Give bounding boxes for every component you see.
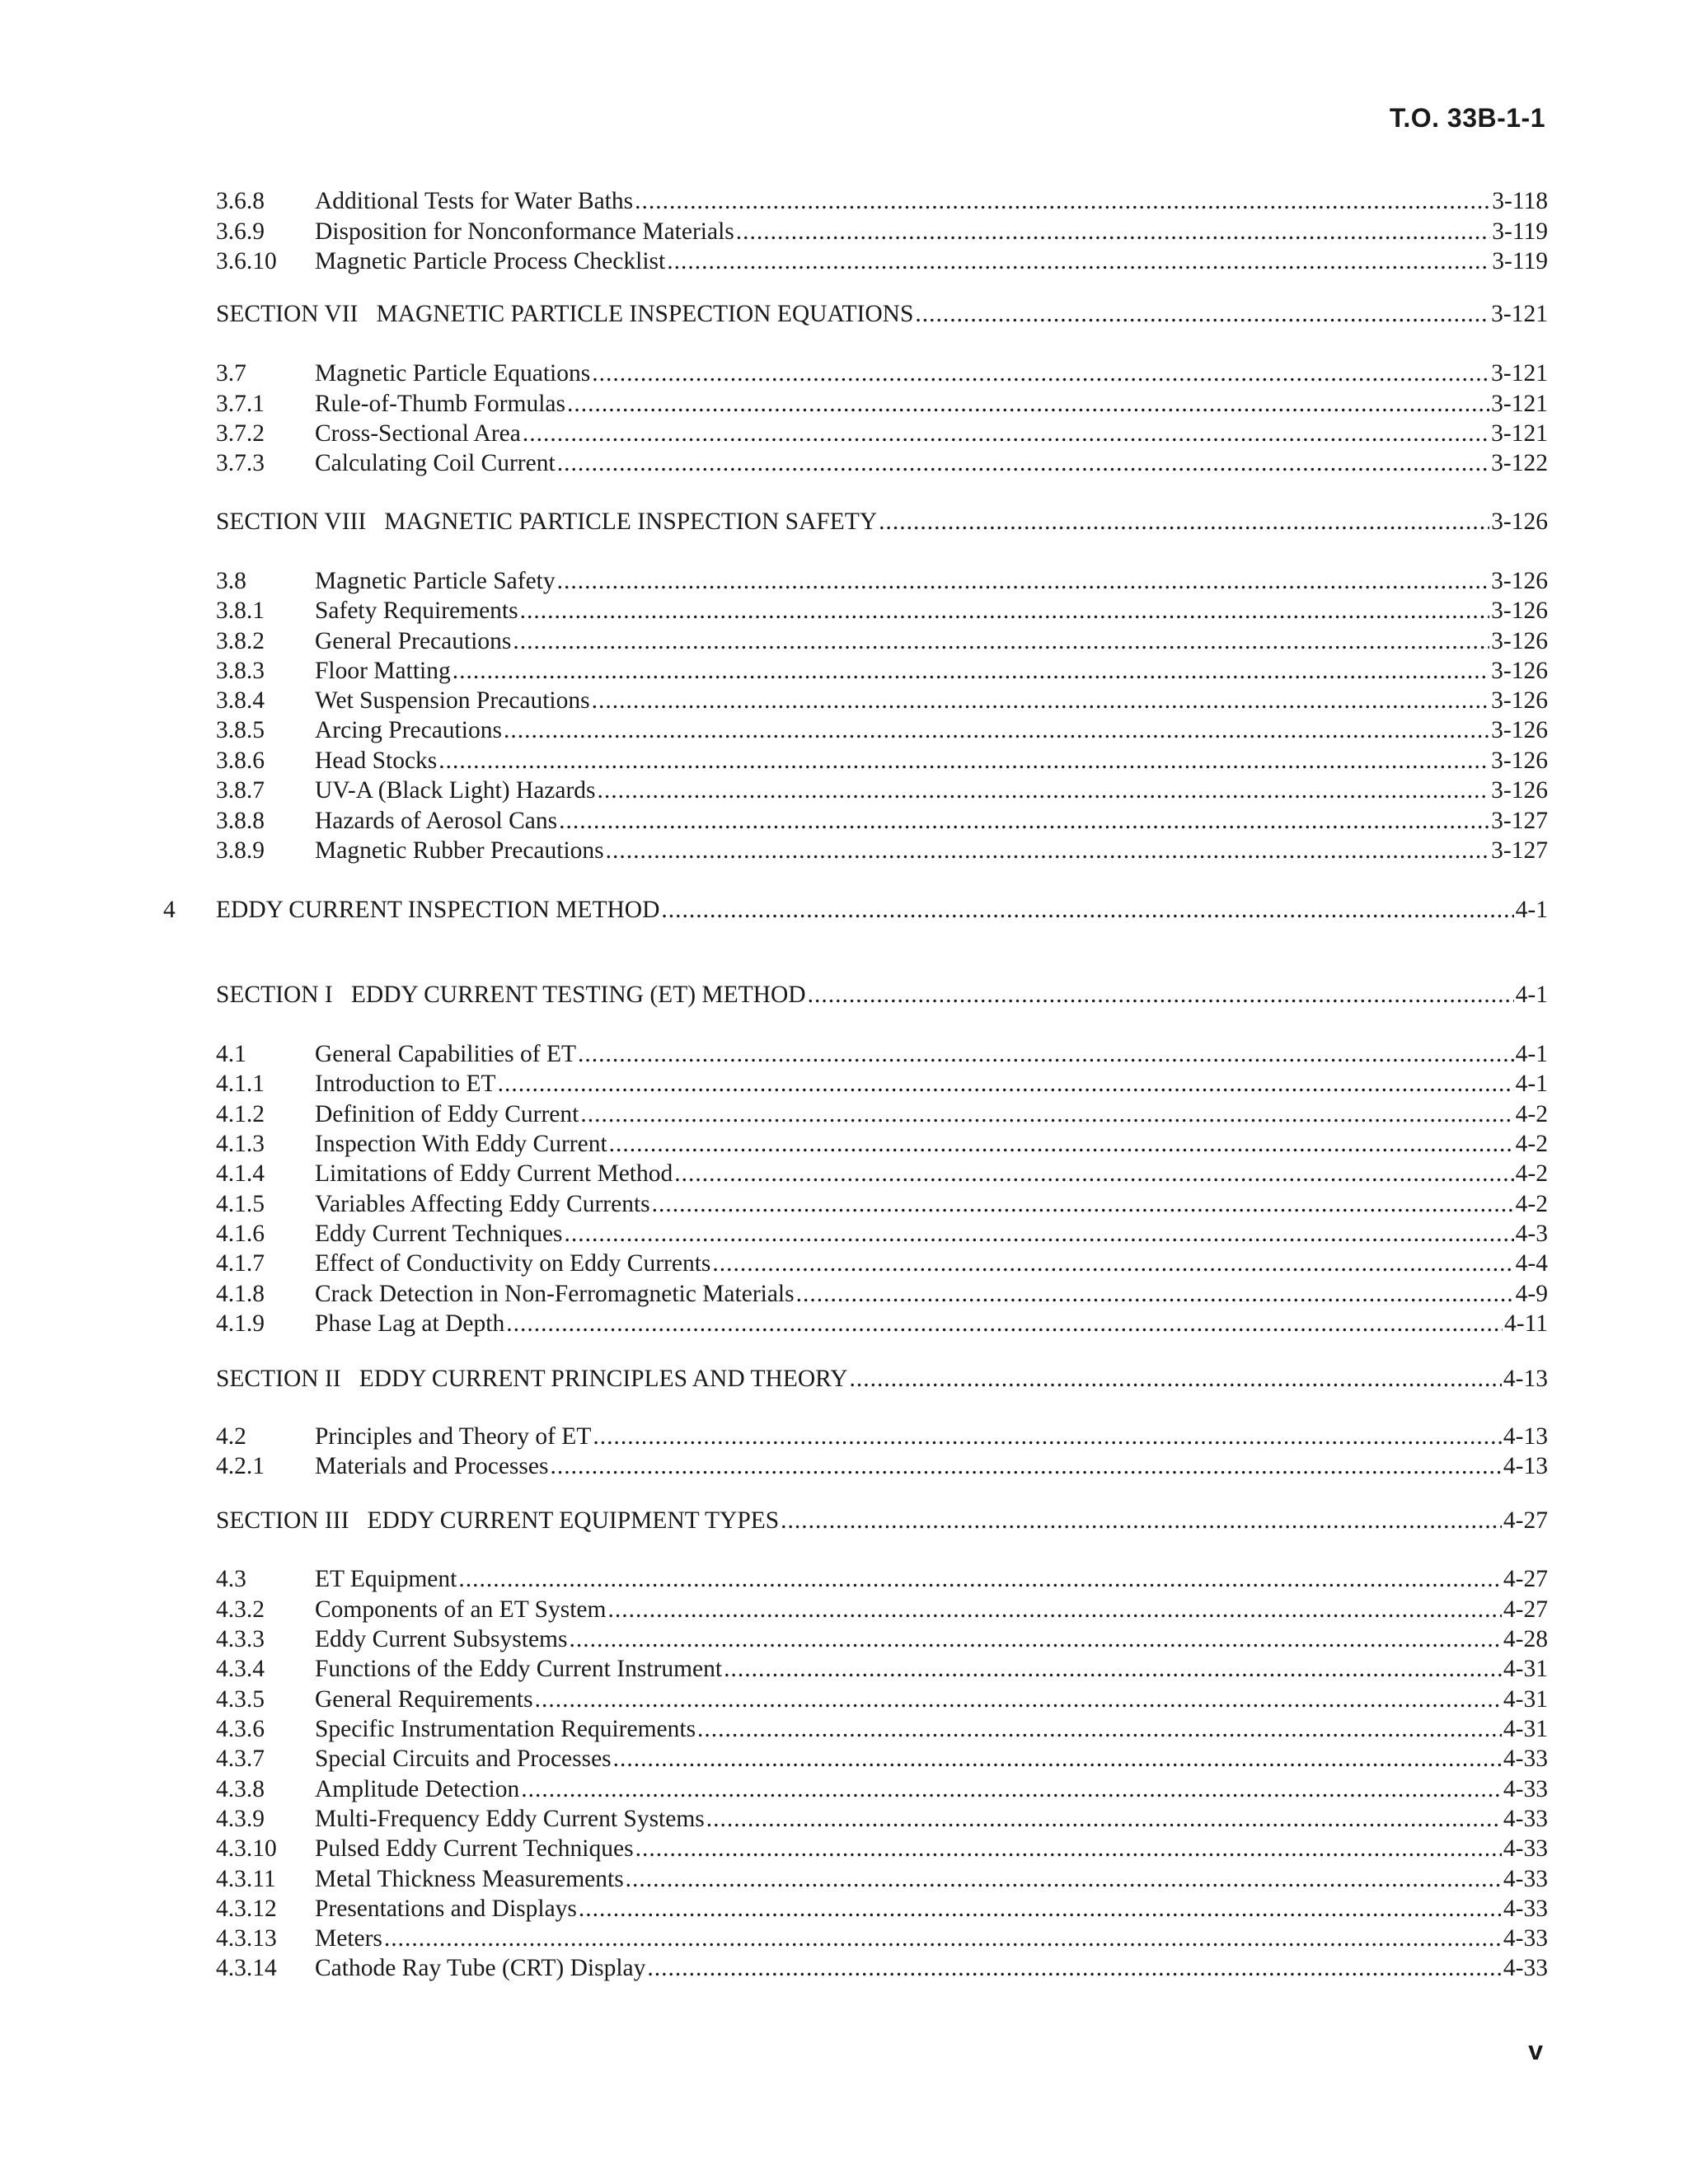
toc-heading[interactable] bbox=[216, 979, 1548, 1010]
toc-entry-page: 4-4 bbox=[1515, 1250, 1548, 1277]
dot-leader bbox=[579, 1893, 1502, 1924]
toc-entry-page: 3-126 bbox=[1491, 687, 1548, 714]
dot-leader bbox=[504, 715, 1489, 746]
dot-leader bbox=[498, 1068, 1514, 1099]
dot-leader bbox=[452, 655, 1489, 687]
dot-leader bbox=[606, 835, 1490, 866]
dot-leader bbox=[535, 1684, 1502, 1715]
toc-entry-page: 4-33 bbox=[1503, 1746, 1548, 1772]
toc-entry[interactable] bbox=[216, 1128, 1548, 1160]
toc-entry-number: 3.8.2 bbox=[216, 628, 265, 654]
toc-entry-number: 4.1 bbox=[216, 1041, 246, 1067]
toc-entry-page: 3-119 bbox=[1492, 248, 1548, 274]
toc-entry[interactable] bbox=[216, 1158, 1548, 1189]
toc-entry[interactable] bbox=[216, 1038, 1548, 1070]
toc-entry-page: 3-121 bbox=[1491, 301, 1548, 327]
toc-entry-title: Principles and Theory of ET bbox=[315, 1423, 592, 1450]
toc-entry-page: 3-126 bbox=[1491, 748, 1548, 774]
dot-leader bbox=[592, 685, 1490, 716]
toc-entry-number: 4.3.9 bbox=[216, 1806, 265, 1832]
toc-entry-number: 4.3.2 bbox=[216, 1596, 265, 1623]
dot-leader bbox=[567, 388, 1489, 419]
toc-entry-page: 4-9 bbox=[1515, 1281, 1548, 1307]
toc-entry[interactable] bbox=[216, 626, 1548, 657]
toc-entry-page: 3-126 bbox=[1491, 509, 1548, 535]
dot-leader bbox=[796, 1278, 1514, 1310]
toc-entry-page: 3-119 bbox=[1492, 218, 1548, 245]
toc-entry-number: 3.8.3 bbox=[216, 658, 265, 684]
toc-entry[interactable] bbox=[216, 1893, 1548, 1924]
toc-entry[interactable] bbox=[216, 1923, 1548, 1954]
toc-entry-page: 4-33 bbox=[1503, 1896, 1548, 1922]
toc-entry[interactable] bbox=[216, 1099, 1548, 1130]
toc-entry-title: EDDY CURRENT INSPECTION METHOD bbox=[216, 897, 660, 923]
toc-entry-number: 4.3.5 bbox=[216, 1686, 265, 1713]
toc-entry-number: 4.3.6 bbox=[216, 1716, 265, 1742]
toc-entry[interactable] bbox=[216, 388, 1548, 419]
toc-heading[interactable] bbox=[216, 298, 1548, 330]
toc-entry[interactable] bbox=[216, 595, 1548, 626]
dot-leader bbox=[384, 1923, 1502, 1954]
toc-entry-number: 4.1.3 bbox=[216, 1131, 265, 1157]
toc-entry-title: ET Equipment bbox=[315, 1566, 457, 1592]
toc-entry-title: Materials and Processes bbox=[315, 1453, 549, 1479]
dot-leader bbox=[647, 1952, 1502, 1984]
toc-entry-title: General Requirements bbox=[315, 1686, 533, 1713]
toc-entry-page: 3-126 bbox=[1491, 568, 1548, 594]
toc-entry-page: 4-27 bbox=[1503, 1566, 1548, 1592]
dot-leader bbox=[513, 626, 1489, 657]
toc-entry-number: 4.3.3 bbox=[216, 1626, 265, 1652]
dot-leader bbox=[712, 1248, 1513, 1279]
toc-entry[interactable] bbox=[216, 685, 1548, 716]
toc-entry-title: Effect of Conductivity on Eddy Currents bbox=[315, 1250, 711, 1277]
toc-entry-number: 3.8.1 bbox=[216, 598, 265, 624]
toc-entry-number: 3.8 bbox=[216, 568, 246, 594]
toc-entry-page: 4-33 bbox=[1503, 1925, 1548, 1952]
toc-entry-number: 3.7.3 bbox=[216, 450, 265, 476]
dot-leader bbox=[607, 1594, 1501, 1625]
dot-leader bbox=[915, 298, 1489, 330]
dot-leader bbox=[724, 1653, 1502, 1685]
toc-entry-number: 3.6.8 bbox=[216, 188, 265, 214]
toc-entry-title: Cross-Sectional Area bbox=[315, 420, 521, 447]
toc-entry[interactable] bbox=[216, 185, 1548, 217]
toc-entry-number: 4.1.6 bbox=[216, 1221, 265, 1247]
toc-entry-page: 3-121 bbox=[1491, 391, 1548, 417]
toc-entry-title: Functions of the Eddy Current Instrument bbox=[315, 1656, 723, 1682]
toc-entry-page: 3-122 bbox=[1491, 450, 1548, 476]
toc-entry-number: 4.1.5 bbox=[216, 1191, 265, 1217]
toc-entry[interactable] bbox=[216, 1218, 1548, 1249]
toc-entry-title: Safety Requirements bbox=[315, 598, 518, 624]
toc-entry-title: Inspection With Eddy Current bbox=[315, 1131, 607, 1157]
toc-entry-title: Special Circuits and Processes bbox=[315, 1746, 612, 1772]
dot-leader bbox=[523, 418, 1489, 449]
toc-entry-title: Variables Affecting Eddy Currents bbox=[315, 1191, 650, 1217]
document-id-header: T.O. 33B-1-1 bbox=[1389, 103, 1545, 133]
dot-leader bbox=[781, 1505, 1502, 1536]
toc-entry-page: 3-121 bbox=[1491, 420, 1548, 447]
toc-entry-page: 4-33 bbox=[1503, 1955, 1548, 1981]
dot-leader bbox=[506, 1308, 1503, 1339]
toc-entry-page: 3-121 bbox=[1491, 360, 1548, 387]
toc-entry-page: 3-118 bbox=[1492, 188, 1548, 214]
toc-entry[interactable] bbox=[216, 216, 1548, 247]
toc-entry[interactable] bbox=[216, 1863, 1548, 1895]
dot-leader bbox=[438, 745, 1489, 776]
toc-entry-title: Definition of Eddy Current bbox=[315, 1101, 579, 1127]
dot-leader bbox=[593, 1421, 1502, 1452]
toc-entry-title: Specific Instrumentation Requirements bbox=[315, 1716, 696, 1742]
dot-leader bbox=[706, 1803, 1502, 1835]
toc-entry-page: 3-126 bbox=[1491, 628, 1548, 654]
toc-entry-number: 4 bbox=[163, 897, 176, 923]
toc-entry-page: 4-2 bbox=[1515, 1191, 1548, 1217]
toc-entry[interactable] bbox=[216, 1451, 1548, 1482]
toc-entry-number: 4.2.1 bbox=[216, 1453, 265, 1479]
toc-entry-page: 4-33 bbox=[1503, 1776, 1548, 1802]
dot-leader bbox=[578, 1038, 1514, 1070]
toc-entry[interactable] bbox=[216, 565, 1548, 597]
toc-entry-number: 3.7.1 bbox=[216, 391, 265, 417]
toc-entry-title: Crack Detection in Non-Ferromagnetic Materials bbox=[315, 1281, 795, 1307]
toc-entry-title: Rule-of-Thumb Formulas bbox=[315, 391, 565, 417]
toc-entry-number: 4.3.10 bbox=[216, 1835, 277, 1862]
toc-entry-title: Eddy Current Subsystems bbox=[315, 1626, 568, 1652]
toc-entry[interactable] bbox=[216, 1068, 1548, 1099]
dot-leader bbox=[736, 216, 1491, 247]
toc-entry[interactable] bbox=[216, 1188, 1548, 1220]
toc-entry-title: General Precautions bbox=[315, 628, 512, 654]
dot-leader bbox=[557, 448, 1489, 479]
toc-entry-title: Components of an ET System bbox=[315, 1596, 607, 1623]
dot-leader bbox=[667, 246, 1490, 277]
toc-entry-number: 4.1.4 bbox=[216, 1160, 265, 1187]
toc-heading[interactable] bbox=[216, 1505, 1548, 1536]
toc-entry-number: 3.8.6 bbox=[216, 748, 265, 774]
toc-entry-page: 4-1 bbox=[1515, 1071, 1548, 1097]
toc-entry-title: Metal Thickness Measurements bbox=[315, 1866, 624, 1892]
toc-entry-title: SECTION I EDDY CURRENT TESTING (ET) METHOD bbox=[216, 982, 806, 1008]
dot-leader bbox=[569, 1624, 1501, 1655]
toc-entry-number: 4.3.8 bbox=[216, 1776, 265, 1802]
toc-entry-title: Amplitude Detection bbox=[315, 1776, 520, 1802]
toc-entry-title: Wet Suspension Precautions bbox=[315, 687, 590, 714]
toc-heading[interactable] bbox=[216, 506, 1548, 537]
toc-entry[interactable] bbox=[216, 1743, 1548, 1774]
toc-entry-number: 4.3.11 bbox=[216, 1866, 276, 1892]
toc-entry-number: 3.8.5 bbox=[216, 717, 265, 743]
toc-entry[interactable] bbox=[216, 1594, 1548, 1625]
toc-entry-title: Head Stocks bbox=[315, 748, 438, 774]
toc-entry-number: 3.7 bbox=[216, 360, 246, 387]
toc-entry-page: 3-127 bbox=[1491, 837, 1548, 864]
dot-leader bbox=[635, 1833, 1502, 1864]
toc-entry-page: 4-13 bbox=[1503, 1366, 1548, 1392]
toc-entry-title: Limitations of Eddy Current Method bbox=[315, 1160, 673, 1187]
toc-entry-page: 4-1 bbox=[1515, 897, 1548, 923]
toc-entry[interactable] bbox=[216, 1278, 1548, 1310]
toc-entry-number: 4.2 bbox=[216, 1423, 246, 1450]
toc-entry-page: 4-13 bbox=[1503, 1423, 1548, 1450]
toc-entry[interactable] bbox=[216, 448, 1548, 479]
toc-entry[interactable] bbox=[216, 1653, 1548, 1685]
toc-entry[interactable] bbox=[216, 358, 1548, 389]
toc-entry-page: 4-31 bbox=[1503, 1656, 1548, 1682]
toc-entry-title: General Capabilities of ET bbox=[315, 1041, 577, 1067]
dot-leader bbox=[626, 1863, 1502, 1895]
toc-entry-title: Eddy Current Techniques bbox=[315, 1221, 563, 1247]
toc-entry[interactable] bbox=[216, 1308, 1548, 1339]
toc-entry[interactable] bbox=[216, 1421, 1548, 1452]
toc-entry-title: Arcing Precautions bbox=[315, 717, 502, 743]
dot-leader bbox=[652, 1188, 1514, 1220]
dot-leader bbox=[520, 595, 1490, 626]
toc-entry[interactable] bbox=[216, 1833, 1548, 1864]
toc-entry[interactable] bbox=[216, 775, 1548, 806]
dot-leader bbox=[613, 1743, 1502, 1774]
toc-entry-number: 3.8.9 bbox=[216, 837, 265, 864]
toc-entry-page: 3-127 bbox=[1491, 808, 1548, 834]
toc-entry-page: 3-126 bbox=[1491, 658, 1548, 684]
toc-entry-page: 4-1 bbox=[1515, 1041, 1548, 1067]
dot-leader bbox=[661, 894, 1513, 926]
toc-entry-title: Floor Matting bbox=[315, 658, 451, 684]
toc-entry-title: Introduction to ET bbox=[315, 1071, 496, 1097]
toc-entry-page: 3-126 bbox=[1491, 717, 1548, 743]
toc-entry-number: 3.8.7 bbox=[216, 777, 265, 804]
toc-entry[interactable] bbox=[216, 1684, 1548, 1715]
toc-entry-page: 4-27 bbox=[1503, 1507, 1548, 1534]
toc-entry-title: Additional Tests for Water Baths bbox=[315, 188, 634, 214]
toc-entry-number: 4.1.9 bbox=[216, 1310, 265, 1337]
toc-entry-page: 3-126 bbox=[1491, 598, 1548, 624]
toc-entry-page: 4-31 bbox=[1503, 1686, 1548, 1713]
toc-entry-title: Meters bbox=[315, 1925, 382, 1952]
toc-entry-page: 4-27 bbox=[1503, 1596, 1548, 1623]
toc-entry-page: 4-13 bbox=[1503, 1453, 1548, 1479]
toc-entry-title: Pulsed Eddy Current Techniques bbox=[315, 1835, 634, 1862]
dot-leader bbox=[850, 1363, 1502, 1394]
toc-entry-title: Magnetic Rubber Precautions bbox=[315, 837, 604, 864]
toc-entry[interactable] bbox=[216, 715, 1548, 746]
toc-entry[interactable] bbox=[216, 1248, 1548, 1279]
toc-entry-title: Magnetic Particle Process Checklist bbox=[315, 248, 666, 274]
toc-entry[interactable] bbox=[216, 655, 1548, 687]
toc-entry-page: 4-33 bbox=[1503, 1806, 1548, 1832]
dot-leader bbox=[565, 1218, 1514, 1249]
dot-leader bbox=[697, 1713, 1502, 1745]
toc-entry[interactable] bbox=[216, 1952, 1548, 1984]
toc-chapter[interactable] bbox=[163, 894, 1548, 926]
toc-entry-number: 4.3.14 bbox=[216, 1955, 277, 1981]
toc-entry-page: 4-11 bbox=[1504, 1310, 1548, 1337]
toc-entry-title: Multi-Frequency Eddy Current Systems bbox=[315, 1806, 705, 1832]
toc-entry-page: 4-33 bbox=[1503, 1866, 1548, 1892]
toc-entry-title: SECTION II EDDY CURRENT PRINCIPLES AND THEORY bbox=[216, 1366, 848, 1392]
toc-entry[interactable] bbox=[216, 1803, 1548, 1835]
toc-entry-number: 4.1.8 bbox=[216, 1281, 265, 1307]
toc-entry[interactable] bbox=[216, 246, 1548, 277]
toc-entry-title: Magnetic Particle Equations bbox=[315, 360, 591, 387]
dot-leader bbox=[592, 358, 1489, 389]
toc-entry-page: 4-31 bbox=[1503, 1716, 1548, 1742]
toc-entry-number: 3.8.8 bbox=[216, 808, 265, 834]
toc-entry-title: Presentations and Displays bbox=[315, 1896, 577, 1922]
dot-leader bbox=[808, 979, 1514, 1010]
dot-leader bbox=[635, 185, 1490, 217]
toc-entry[interactable] bbox=[216, 805, 1548, 837]
dot-leader bbox=[458, 1563, 1502, 1595]
toc-entry-title: Cathode Ray Tube (CRT) Display bbox=[315, 1955, 646, 1981]
dot-leader bbox=[609, 1128, 1514, 1160]
toc-entry-number: 4.1.1 bbox=[216, 1071, 265, 1097]
dot-leader bbox=[674, 1158, 1513, 1189]
toc-entry[interactable] bbox=[216, 1774, 1548, 1805]
dot-leader bbox=[559, 805, 1489, 837]
toc-entry-title: SECTION VIII MAGNETIC PARTICLE INSPECTION SAFETY bbox=[216, 509, 878, 535]
toc-entry-title: Disposition for Nonconformance Materials bbox=[315, 218, 734, 245]
toc-entry[interactable] bbox=[216, 835, 1548, 866]
toc-entry[interactable] bbox=[216, 1713, 1548, 1745]
toc-entry-number: 4.3.7 bbox=[216, 1746, 265, 1772]
toc-entry-page: 4-33 bbox=[1503, 1835, 1548, 1862]
dot-leader bbox=[580, 1099, 1513, 1130]
toc-heading[interactable] bbox=[216, 1363, 1548, 1394]
toc-entry[interactable] bbox=[216, 1563, 1548, 1595]
toc-entry[interactable] bbox=[216, 1624, 1548, 1655]
toc-entry-number: 4.3.13 bbox=[216, 1925, 277, 1952]
toc-entry-page: 3-126 bbox=[1491, 777, 1548, 804]
toc-entry-title: SECTION VII MAGNETIC PARTICLE INSPECTION EQUATIONS bbox=[216, 301, 914, 327]
dot-leader bbox=[598, 775, 1490, 806]
toc-entry-number: 4.3.12 bbox=[216, 1896, 277, 1922]
toc-entry[interactable] bbox=[216, 418, 1548, 449]
toc-entry-number: 4.1.7 bbox=[216, 1250, 265, 1277]
toc-entry-number: 4.3 bbox=[216, 1566, 246, 1592]
toc-entry-title: Hazards of Aerosol Cans bbox=[315, 808, 558, 834]
dot-leader bbox=[557, 565, 1490, 597]
toc-entry-number: 3.8.4 bbox=[216, 687, 265, 714]
toc-entry-page: 4-3 bbox=[1515, 1221, 1548, 1247]
toc-entry-page: 4-2 bbox=[1515, 1101, 1548, 1127]
toc-entry-title: Phase Lag at Depth bbox=[315, 1310, 505, 1337]
toc-entry-title: UV-A (Black Light) Hazards bbox=[315, 777, 596, 804]
toc-entry-page: 4-1 bbox=[1515, 982, 1548, 1008]
toc-entry-title: Calculating Coil Current bbox=[315, 450, 556, 476]
toc-entry-title: SECTION III EDDY CURRENT EQUIPMENT TYPES bbox=[216, 1507, 780, 1534]
toc-entry-page: 4-2 bbox=[1515, 1160, 1548, 1187]
dot-leader bbox=[521, 1774, 1502, 1805]
toc-entry-number: 3.7.2 bbox=[216, 420, 265, 447]
dot-leader bbox=[879, 506, 1489, 537]
toc-entry[interactable] bbox=[216, 745, 1548, 776]
toc-entry-number: 3.6.10 bbox=[216, 248, 277, 274]
toc-entry-title: Magnetic Particle Safety bbox=[315, 568, 556, 594]
toc-entry-page: 4-2 bbox=[1515, 1131, 1548, 1157]
page-number: v bbox=[1528, 2036, 1543, 2065]
toc-entry-number: 3.6.9 bbox=[216, 218, 265, 245]
dot-leader bbox=[550, 1451, 1501, 1482]
toc-entry-number: 4.3.4 bbox=[216, 1656, 265, 1682]
toc-entry-number: 4.1.2 bbox=[216, 1101, 265, 1127]
toc-entry-page: 4-28 bbox=[1503, 1626, 1548, 1652]
